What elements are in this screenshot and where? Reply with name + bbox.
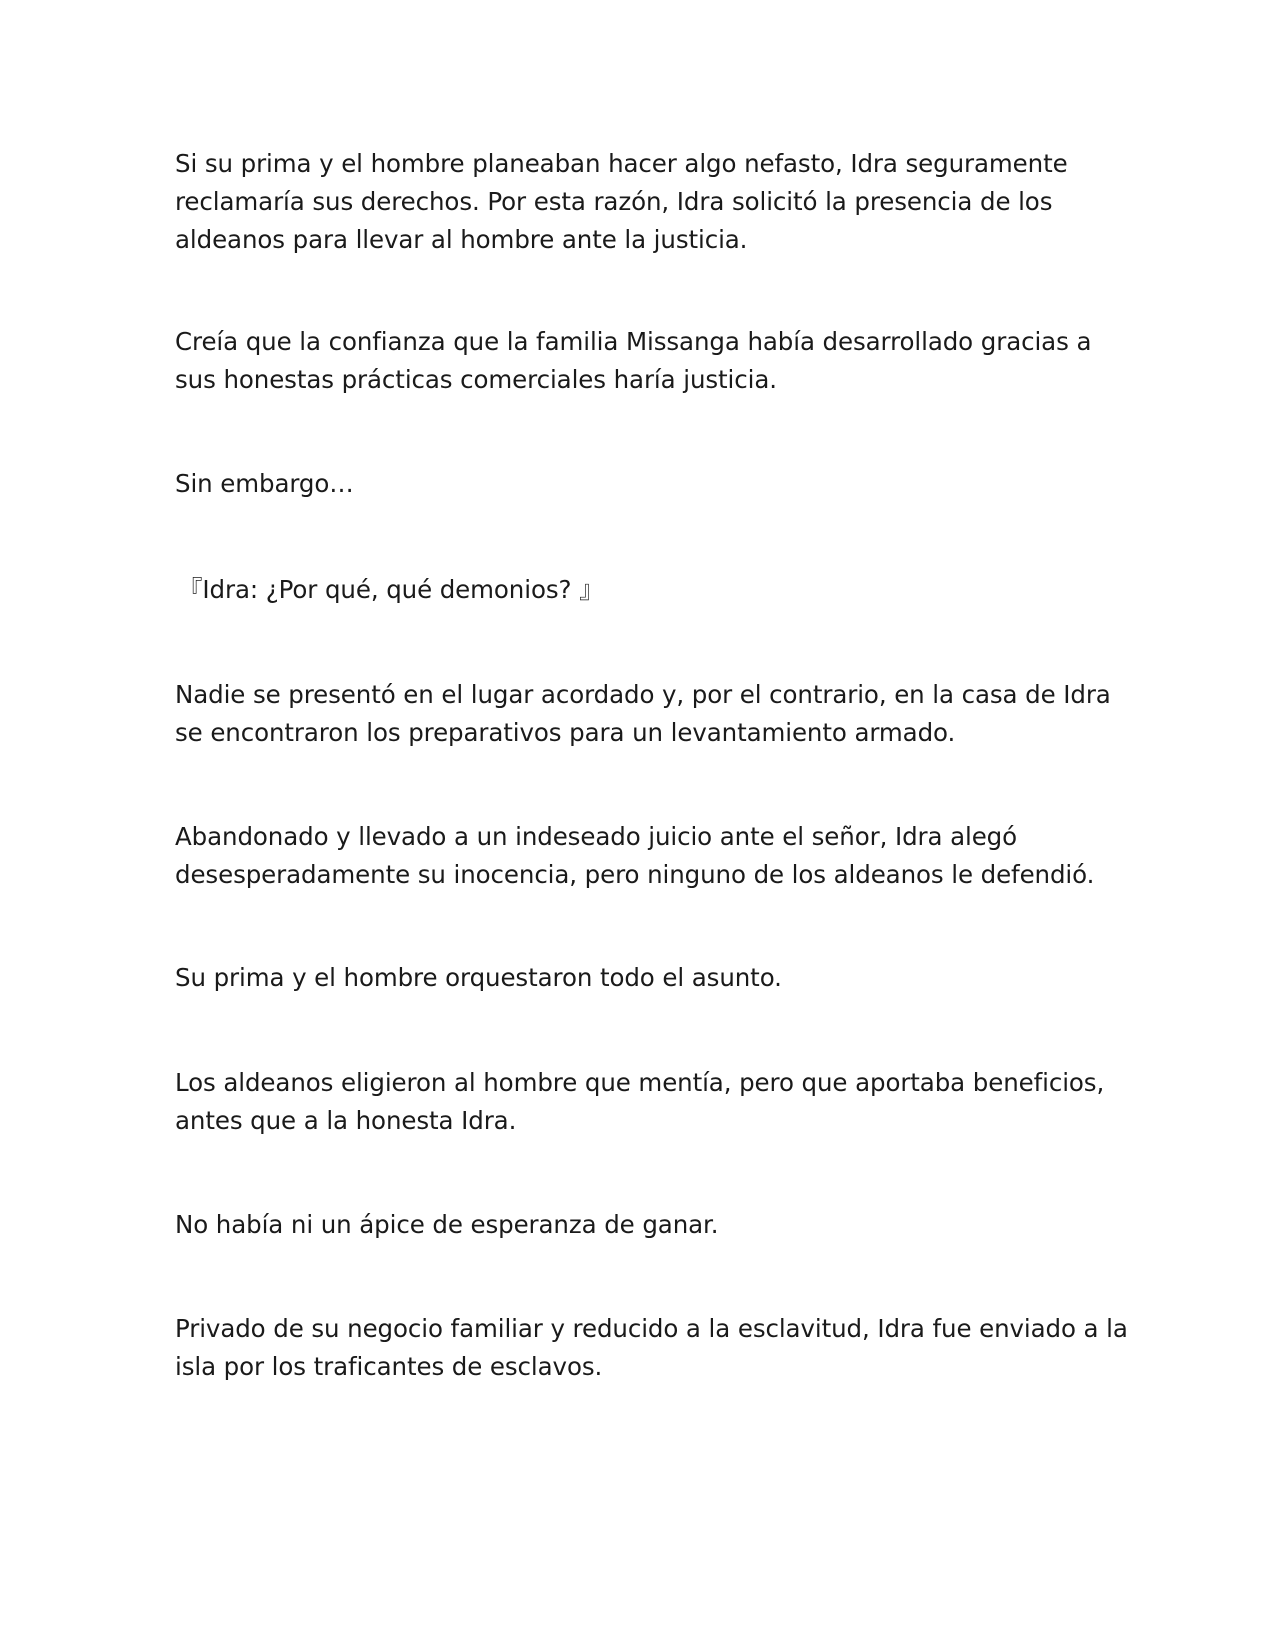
text-line: sus honestas prácticas comerciales haría justicia.	[175, 365, 777, 394]
paragraph-8	[175, 1064, 1105, 1140]
text-line: Abandonado y llevado a un indeseado juicio ante el señor, Idra alegó	[175, 822, 1018, 851]
paragraph-5	[175, 676, 1111, 752]
text-line: Privado de su negocio familiar y reducido a la esclavitud, Idra fue enviado a la	[175, 1314, 1128, 1343]
text-line: se encontraron los preparativos para un levantamiento armado.	[175, 718, 956, 747]
text-line: Sin embargo…	[175, 469, 354, 498]
text-line: reclamaría sus derechos. Por esta razón, Idra solicitó la presencia de los	[175, 187, 1053, 216]
text-line: isla por los traficantes de esclavos.	[175, 1352, 603, 1381]
paragraph-1	[175, 145, 1105, 259]
text-line: Nadie se presentó en el lugar acordado y, por el contrario, en la casa de Idra	[175, 680, 1111, 709]
paragraph-6	[175, 818, 1105, 894]
text-line: Creía que la confianza que la familia Missanga había desarrollado gracias a	[175, 327, 1092, 356]
text-line: Su prima y el hombre orquestaron todo el asunto.	[175, 963, 782, 992]
text-line: 『Idra: ¿Por qué, qué demonios? 』	[178, 575, 604, 604]
paragraph-2	[175, 323, 1105, 399]
text-line: desesperadamente su inocencia, pero ninguno de los aldeanos le defendió.	[175, 860, 1095, 889]
paragraph-7	[175, 959, 1105, 997]
paragraph-10	[175, 1310, 1128, 1386]
text-line: No había ni un ápice de esperanza de ganar.	[175, 1210, 719, 1239]
text-line: Si su prima y el hombre planeaban hacer algo nefasto, Idra seguramente	[175, 149, 1068, 178]
dialogue-line	[178, 571, 1108, 609]
text-line: Los aldeanos eligieron al hombre que mentía, pero que aportaba beneficios,	[175, 1068, 1105, 1097]
paragraph-9	[175, 1206, 1105, 1244]
paragraph-3	[175, 465, 1105, 503]
text-line: antes que a la honesta Idra.	[175, 1106, 517, 1135]
text-line: aldeanos para llevar al hombre ante la justicia.	[175, 225, 748, 254]
